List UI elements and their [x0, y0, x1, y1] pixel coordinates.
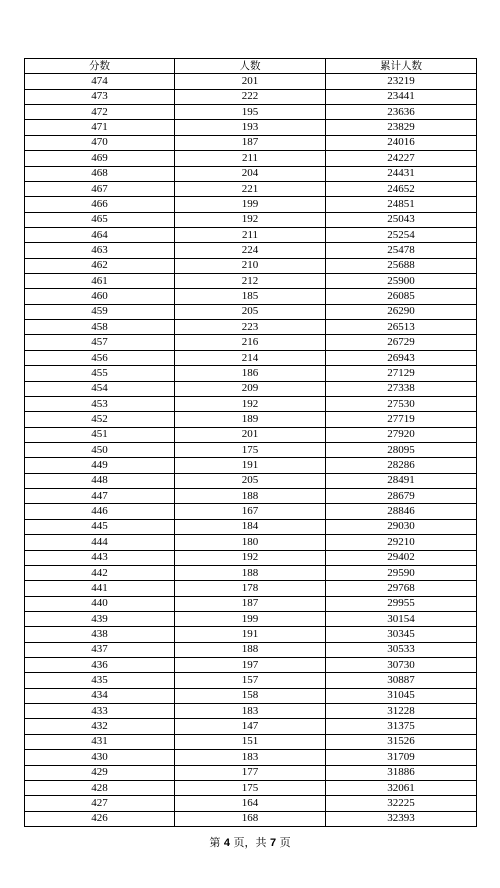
table-row	[25, 811, 477, 826]
score-cell: 468	[25, 166, 175, 181]
count-cell: 180	[175, 535, 326, 550]
score-cell: 441	[25, 581, 175, 596]
count-cell: 201	[175, 74, 326, 89]
count-cell: 178	[175, 581, 326, 596]
cumulative-cell: 27920	[326, 427, 477, 442]
cumulative-cell: 24431	[326, 166, 477, 181]
cumulative-cell: 29030	[326, 519, 477, 534]
score-cell: 469	[25, 151, 175, 166]
count-cell: 147	[175, 719, 326, 734]
table-row	[25, 765, 477, 780]
score-cell: 461	[25, 274, 175, 289]
table-row	[25, 627, 477, 642]
table-row	[25, 642, 477, 657]
score-cell: 437	[25, 642, 175, 657]
score-cell: 470	[25, 135, 175, 150]
table-row	[25, 750, 477, 765]
score-cell: 454	[25, 381, 175, 396]
table-row	[25, 197, 477, 212]
table-row	[25, 274, 477, 289]
cumulative-cell: 31709	[326, 750, 477, 765]
score-cell: 442	[25, 565, 175, 580]
cumulative-cell: 24227	[326, 151, 477, 166]
score-cell: 458	[25, 320, 175, 335]
cumulative-cell: 31375	[326, 719, 477, 734]
cumulative-cell: 29955	[326, 596, 477, 611]
count-cell: 205	[175, 473, 326, 488]
total-pages-number: 7	[270, 837, 277, 849]
score-cell: 450	[25, 442, 175, 457]
cumulative-cell: 32061	[326, 780, 477, 795]
cumulative-cell: 28491	[326, 473, 477, 488]
count-cell: 188	[175, 489, 326, 504]
count-cell: 175	[175, 442, 326, 457]
cumulative-cell: 27129	[326, 366, 477, 381]
count-cell: 224	[175, 243, 326, 258]
cumulative-cell: 26729	[326, 335, 477, 350]
cumulative-cell: 31045	[326, 688, 477, 703]
cumulative-cell: 30154	[326, 611, 477, 626]
footer-prefix: 第	[209, 836, 221, 849]
column-header-score: 分数	[25, 59, 175, 74]
score-cell: 428	[25, 780, 175, 795]
count-cell: 189	[175, 412, 326, 427]
table-row	[25, 458, 477, 473]
score-cell: 426	[25, 811, 175, 826]
score-cell: 449	[25, 458, 175, 473]
table-row	[25, 442, 477, 457]
header-row	[25, 59, 477, 74]
count-cell: 192	[175, 550, 326, 565]
score-cell: 447	[25, 489, 175, 504]
cumulative-cell: 26290	[326, 304, 477, 319]
current-page-number: 4	[223, 837, 230, 849]
score-cell: 456	[25, 350, 175, 365]
cumulative-cell: 28095	[326, 442, 477, 457]
count-cell: 184	[175, 519, 326, 534]
count-cell: 183	[175, 704, 326, 719]
cumulative-cell: 25043	[326, 212, 477, 227]
score-cell: 457	[25, 335, 175, 350]
cumulative-cell: 23219	[326, 74, 477, 89]
score-cell: 444	[25, 535, 175, 550]
count-cell: 209	[175, 381, 326, 396]
cumulative-cell: 25688	[326, 258, 477, 273]
count-cell: 201	[175, 427, 326, 442]
page-footer	[0, 836, 500, 850]
cumulative-cell: 32225	[326, 796, 477, 811]
score-cell: 459	[25, 304, 175, 319]
table-row	[25, 105, 477, 120]
cumulative-cell: 31886	[326, 765, 477, 780]
table-row	[25, 227, 477, 242]
cumulative-cell: 25478	[326, 243, 477, 258]
score-cell: 436	[25, 658, 175, 673]
count-cell: 212	[175, 274, 326, 289]
count-cell: 188	[175, 565, 326, 580]
table-row	[25, 74, 477, 89]
count-cell: 210	[175, 258, 326, 273]
cumulative-cell: 24851	[326, 197, 477, 212]
table-row	[25, 611, 477, 626]
table-row	[25, 673, 477, 688]
score-cell: 471	[25, 120, 175, 135]
table-row	[25, 550, 477, 565]
count-cell: 199	[175, 611, 326, 626]
count-cell: 187	[175, 135, 326, 150]
cumulative-cell: 23829	[326, 120, 477, 135]
score-cell: 472	[25, 105, 175, 120]
table-row	[25, 581, 477, 596]
table-row	[25, 596, 477, 611]
count-cell: 158	[175, 688, 326, 703]
score-cell: 455	[25, 366, 175, 381]
count-cell: 204	[175, 166, 326, 181]
cumulative-cell: 31228	[326, 704, 477, 719]
cumulative-cell: 24016	[326, 135, 477, 150]
score-cell: 465	[25, 212, 175, 227]
count-cell: 199	[175, 197, 326, 212]
table-row	[25, 258, 477, 273]
cumulative-cell: 28679	[326, 489, 477, 504]
score-cell: 453	[25, 396, 175, 411]
cumulative-cell: 25900	[326, 274, 477, 289]
cumulative-cell: 29210	[326, 535, 477, 550]
count-cell: 187	[175, 596, 326, 611]
score-cell: 474	[25, 74, 175, 89]
score-distribution-table	[24, 58, 477, 827]
cumulative-cell: 26943	[326, 350, 477, 365]
score-cell: 452	[25, 412, 175, 427]
count-cell: 185	[175, 289, 326, 304]
table-row	[25, 796, 477, 811]
table-body	[25, 74, 477, 827]
table-row	[25, 396, 477, 411]
count-cell: 195	[175, 105, 326, 120]
table-row	[25, 366, 477, 381]
count-cell: 191	[175, 627, 326, 642]
cumulative-cell: 29768	[326, 581, 477, 596]
count-cell: 205	[175, 304, 326, 319]
table-row	[25, 135, 477, 150]
count-cell: 216	[175, 335, 326, 350]
cumulative-cell: 24652	[326, 181, 477, 196]
table-row	[25, 335, 477, 350]
cumulative-cell: 30533	[326, 642, 477, 657]
table-row	[25, 181, 477, 196]
table-row	[25, 519, 477, 534]
table-row	[25, 304, 477, 319]
table-row	[25, 489, 477, 504]
score-cell: 467	[25, 181, 175, 196]
count-cell: 168	[175, 811, 326, 826]
table-row	[25, 504, 477, 519]
count-cell: 211	[175, 151, 326, 166]
table-row	[25, 719, 477, 734]
count-cell: 175	[175, 780, 326, 795]
table-row	[25, 166, 477, 181]
table-row	[25, 473, 477, 488]
score-cell: 464	[25, 227, 175, 242]
table-row	[25, 120, 477, 135]
table-row	[25, 243, 477, 258]
count-cell: 186	[175, 366, 326, 381]
cumulative-cell: 30345	[326, 627, 477, 642]
score-cell: 432	[25, 719, 175, 734]
score-cell: 473	[25, 89, 175, 104]
score-cell: 446	[25, 504, 175, 519]
count-cell: 188	[175, 642, 326, 657]
cumulative-cell: 30887	[326, 673, 477, 688]
table-row	[25, 289, 477, 304]
score-cell: 440	[25, 596, 175, 611]
footer-suffix: 页	[279, 836, 291, 849]
score-cell: 462	[25, 258, 175, 273]
table-row	[25, 89, 477, 104]
table-row	[25, 151, 477, 166]
table-row	[25, 780, 477, 795]
count-cell: 193	[175, 120, 326, 135]
score-cell: 435	[25, 673, 175, 688]
count-cell: 167	[175, 504, 326, 519]
cumulative-cell: 25254	[326, 227, 477, 242]
table-row	[25, 704, 477, 719]
table-row	[25, 565, 477, 580]
table-row	[25, 412, 477, 427]
count-cell: 214	[175, 350, 326, 365]
score-cell: 429	[25, 765, 175, 780]
cumulative-cell: 28286	[326, 458, 477, 473]
table-row	[25, 688, 477, 703]
count-cell: 191	[175, 458, 326, 473]
cumulative-cell: 23636	[326, 105, 477, 120]
cumulative-cell: 32393	[326, 811, 477, 826]
table-row	[25, 535, 477, 550]
cumulative-cell: 26085	[326, 289, 477, 304]
count-cell: 222	[175, 89, 326, 104]
cumulative-cell: 23441	[326, 89, 477, 104]
cumulative-cell: 29590	[326, 565, 477, 580]
count-cell: 223	[175, 320, 326, 335]
score-cell: 433	[25, 704, 175, 719]
table-row	[25, 427, 477, 442]
count-cell: 221	[175, 181, 326, 196]
cumulative-cell: 30730	[326, 658, 477, 673]
cumulative-cell: 29402	[326, 550, 477, 565]
cumulative-cell: 27338	[326, 381, 477, 396]
score-cell: 443	[25, 550, 175, 565]
score-cell: 427	[25, 796, 175, 811]
table-header	[25, 59, 477, 74]
column-header-count: 人数	[175, 59, 326, 74]
cumulative-cell: 27719	[326, 412, 477, 427]
score-cell: 445	[25, 519, 175, 534]
table-row	[25, 350, 477, 365]
table-row	[25, 658, 477, 673]
count-cell: 192	[175, 212, 326, 227]
cumulative-cell: 28846	[326, 504, 477, 519]
count-cell: 164	[175, 796, 326, 811]
score-cell: 448	[25, 473, 175, 488]
score-cell: 431	[25, 734, 175, 749]
count-cell: 192	[175, 396, 326, 411]
score-cell: 438	[25, 627, 175, 642]
table-row	[25, 212, 477, 227]
count-cell: 177	[175, 765, 326, 780]
cumulative-cell: 31526	[326, 734, 477, 749]
score-cell: 434	[25, 688, 175, 703]
score-cell: 463	[25, 243, 175, 258]
footer-middle: 页，共	[233, 836, 267, 849]
cumulative-cell: 27530	[326, 396, 477, 411]
score-cell: 439	[25, 611, 175, 626]
count-cell: 211	[175, 227, 326, 242]
count-cell: 151	[175, 734, 326, 749]
table-row	[25, 320, 477, 335]
column-header-cumulative: 累计人数	[326, 59, 477, 74]
table-row	[25, 381, 477, 396]
cumulative-cell: 26513	[326, 320, 477, 335]
score-cell: 460	[25, 289, 175, 304]
count-cell: 183	[175, 750, 326, 765]
count-cell: 157	[175, 673, 326, 688]
score-cell: 466	[25, 197, 175, 212]
score-cell: 430	[25, 750, 175, 765]
score-cell: 451	[25, 427, 175, 442]
count-cell: 197	[175, 658, 326, 673]
table-row	[25, 734, 477, 749]
